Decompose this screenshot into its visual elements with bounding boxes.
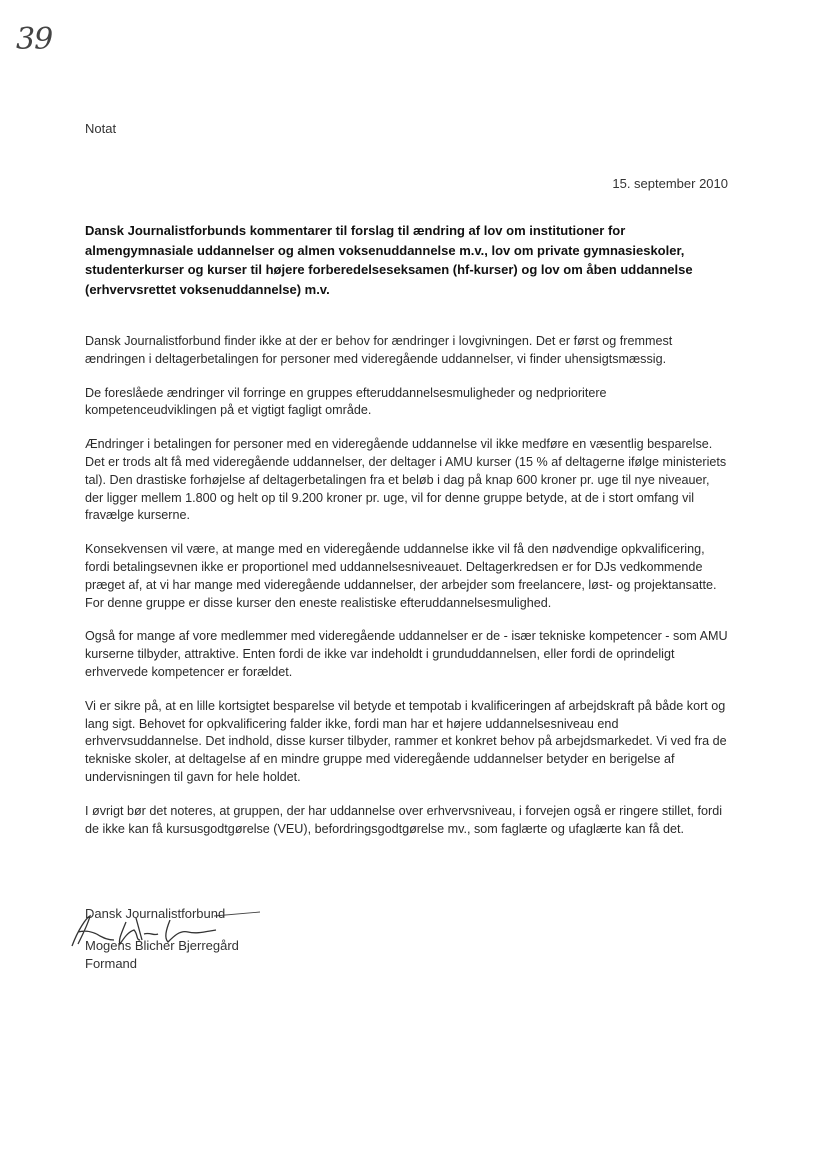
paragraph: Ændringer i betalingen for personer med en videregående uddannelse vil ikke medføre en væsentlig besparelse. Det er trods alt få med videregående uddannelser, der deltager i AMU kurser (15 % af deltagerne ifølge ministeriets tal). Den drastiske forhøjelse af deltagerbetalingen fra et beløb i dag på knap 600 kroner pr. uge til nye niveauer, der ligger mellem 1.800 og helt op til 9.200 kroner pr. uge, vil for denne gruppe betyde, at de i stort omfang vil fravælge kurserne. (85, 437, 727, 523)
signature-role: Formand (85, 956, 138, 971)
paragraph: Konsekvensen vil være, at mange med en videregående uddannelse ikke vil få den nødvendige opkvalificering, fordi betalingsevnen ikke er proportionel med uddannelsesniveauet. Deltagerkredsen er for DJs vedkommende præget af, at vi har mange med videregående uddannelser, der arbejder som freelancere, løst- og projektansatte. For denne gruppe er disse kurser den eneste realistiske efteruddannelsesmulighed. (85, 542, 717, 610)
document-date: 15. september 2010 (612, 176, 728, 191)
signature-block (85, 905, 239, 973)
paragraph: De foreslåede ændringer vil forringe en gruppes efteruddannelsesmuligheder og nedprioritere kompetenceudviklingen på et vigtigt fagligt område. (85, 385, 607, 418)
paragraph: Også for mange af vore medlemmer med videregående uddannelser er de - især tekniske kompetencer - som AMU kurserne tilbyder, attraktive. Enten fordi de ikke var indeholdt i grunduddannelsen, eller fordi de oprindeligt erhvervede kompetencer er forældet. (85, 629, 728, 679)
handwritten-page-number: 39 (16, 22, 53, 57)
signature-name: Mogens Blicher Bjerregård (85, 938, 239, 953)
paragraph: I øvrigt bør det noteres, at gruppen, der har uddannelse over erhvervsniveau, i forvejen også er ringere stillet, fordi de ikke kan få kursusgodtgørelse (VEU), befordringsgodtgørelse mv., som faglærte og ufaglærte kan få det. (85, 803, 723, 836)
document-title: Dansk Journalistforbunds kommentarer til forslag til ændring af lov om institutioner for almengymnasiale uddannelser og almen voksenuddannelse m.v., lov om private gymnasieskoler, studenterkurser og kurser til højere forberedelseseksamen (hf-kurser) og lov om åben uddannelse (erhvervsrettet voksenuddannelse) m.v. (85, 223, 693, 297)
signature-organization: Dansk Journalistforbund (85, 906, 226, 921)
paragraph: Dansk Journalistforbund finder ikke at der er behov for ændringer i lovgivningen. Det er først og fremmest ændringen i deltagerbetalingen for personer med videregående uddannelser, vi finder uhensigtsmæssig. (85, 334, 673, 366)
document-body (85, 333, 730, 854)
document-type: Notat (85, 121, 117, 136)
paragraph: Vi er sikre på, at en lille kortsigtet besparelse vil betyde et tempotab i kvalificeringen af arbejdskraft på både kort og lang sigt. Behovet for opkvalificering falder ikke, fordi man har et højere uddannelsesniveau end erhvervsuddannelse. Det indhold, disse kurser tilbyder, rammer et konkret behov på arbejdsmarkedet. Vi ved fra de tekniske skoler, at deltagelse af en mindre gruppe med videregående uddannelser betyder en berigelse af undervisningen til gavn for hele holdet. (85, 698, 727, 784)
